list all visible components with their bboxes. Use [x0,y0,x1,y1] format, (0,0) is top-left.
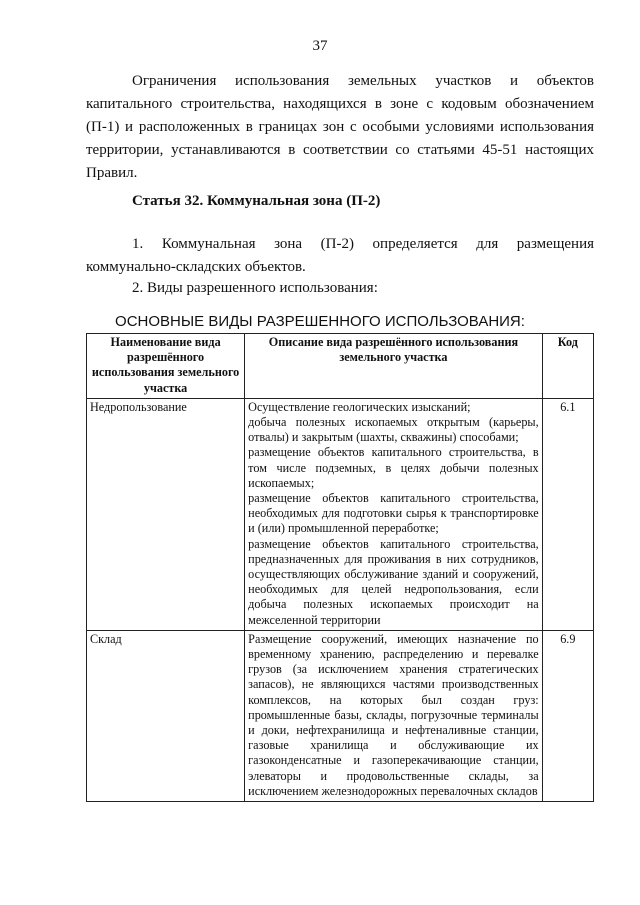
header-name: Наименование вида разрешённого использования земельного участка [87,334,245,399]
header-description: Описание вида разрешённого использования земельного участка [245,334,542,399]
description-line: размещение объектов капитального строительства, предназначенных для проживания в них сотрудников, осуществляющих обслуживание зданий и сооружений, необходимых для целей недропользования, если добыча полезных ископаемых происходит на межселенной территории [248,536,539,627]
section-heading: ОСНОВНЫЕ ВИДЫ РАЗРЕШЕННОГО ИСПОЛЬЗОВАНИЯ: [115,313,525,330]
table-header-row [87,334,594,399]
row-name: Склад [87,630,245,801]
table-row [87,398,594,630]
row-code: 6.9 [542,630,593,801]
description-line: Размещение сооружений, имеющих назначение по временному хранению, распределению и перевалке грузов (за исключением хранения стратегических запасов), не являющихся частями производственных комплексов, на которых был создан груз: промышленные базы, склады, погрузочные терминалы и доки, нефтехранилища и нефтеналивные станции, газовые хранилища и обслуживающие их газоконденсатные и газоперекачивающие станции, элеваторы и продовольственные склады, за исключением железнодорожных перевалочных складов [248,631,539,798]
item-2-paragraph: 2. Виды разрешенного использования: [132,280,378,296]
row-description [245,630,542,801]
article-title: Статья 32. Коммунальная зона (П-2) [132,193,381,209]
intro-paragraph: Ограничения использования земельных участков и объектов капитального строительства, находящихся в зоне с кодовым обозначением (П-1) и расположенных в границах зон с особыми условиями использования территории, устанавливаются в соответствии со статьями 45-51 настоящих Правил. [86,73,594,181]
description-line: размещение объектов капитального строительства, в том числе подземных, в целях добычи полезных ископаемых; [248,445,539,490]
item-1-paragraph: 1. Коммунальная зона (П-2) определяется для размещения коммунально-складских объектов. [86,236,594,275]
row-code: 6.1 [542,398,593,630]
description-line: Осуществление геологических изысканий; [248,399,471,414]
row-description [245,398,542,630]
permitted-uses-table [86,333,594,802]
description-line: добыча полезных ископаемых открытым (карьеры, отвалы) и закрытым (шахты, скважины) способами; [248,415,539,445]
description-line: размещение объектов капитального строительства, необходимых для подготовки сырья к транспортировке и (или) промышленной переработке; [248,491,539,536]
row-name: Недропользование [87,398,245,630]
header-code: Код [542,334,593,399]
table-row [87,630,594,801]
page-number: 37 [312,38,328,54]
